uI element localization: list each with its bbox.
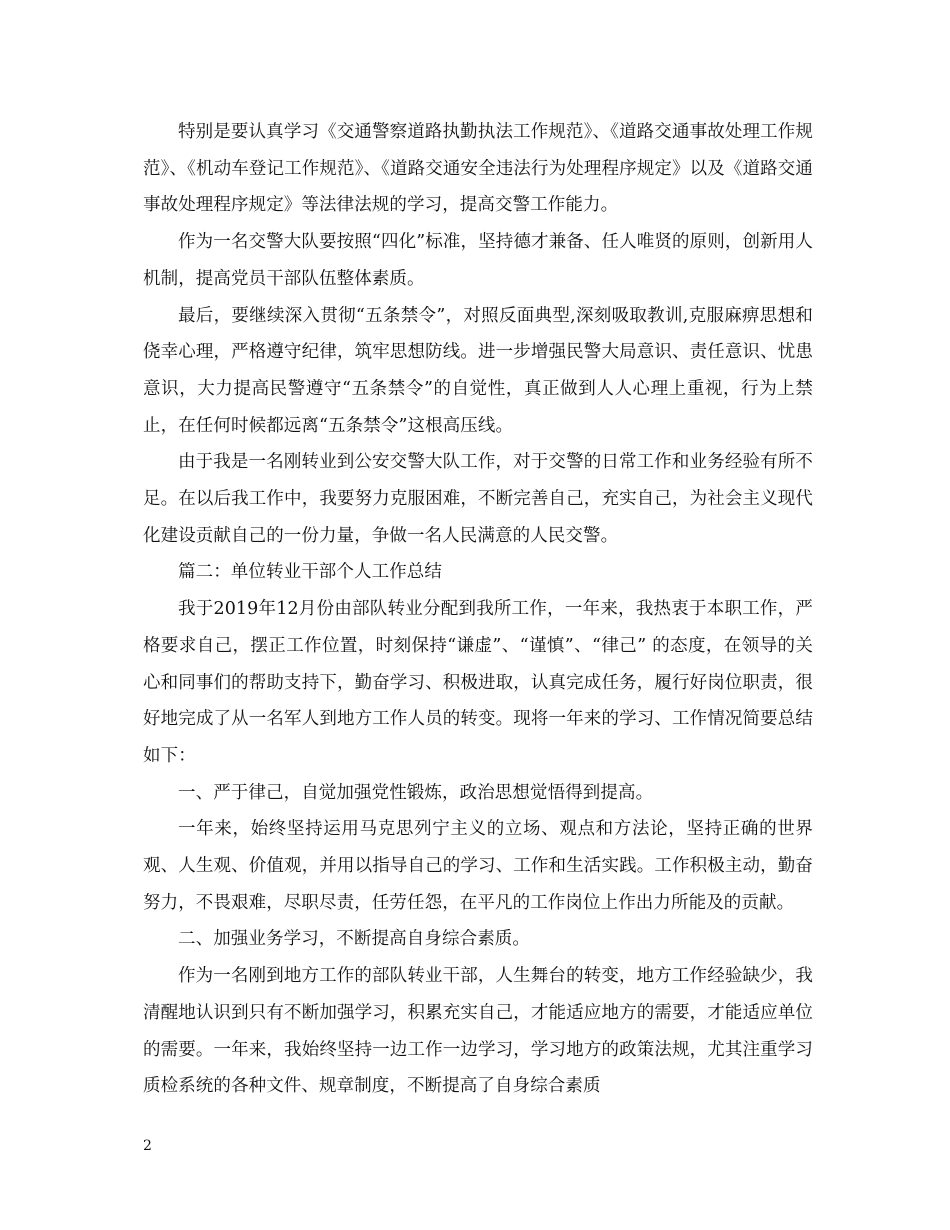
document-body bbox=[143, 114, 813, 1105]
paragraph-five-prohibitions: 最后，要继续深入贯彻“五条禁令”，对照反面典型,深刻吸取教训,克服麻痹思想和侥幸心理，严格遵守纪律，筑牢思想防线。进一步增强民警大局意识、责任意识、忧患意识，大力提高民警遵守“五条禁令”的自觉性，真正做到人人心理上重视，行为上禁止，在任何时候都远离“五条禁令”这根高压线。 bbox=[143, 305, 813, 436]
paragraph-continuous-learning: 作为一名刚到地方工作的部队转业干部，人生舞台的转变，地方工作经验缺少，我清醒地认识到只有不断加强学习，积累充实自己，才能适应地方的需要，才能适应单位的需要。一年来，我始终坚持一边工作一边学习，学习地方的政策法规，尤其注重学习质检系统的各种文件、规章制度，不断提高了自身综合素质 bbox=[143, 966, 813, 1097]
subheading-self-discipline: 一、严于律己，自觉加强党性锻炼，政治思想觉悟得到提高。 bbox=[178, 782, 654, 803]
paragraph-traffic-police-conclusion: 由于我是一名刚转业到公安交警大队工作，对于交警的日常工作和业务经验有所不足。在以后我工作中，我要努力克服困难，不断完善自己，充实自己，为社会主义现代化建设贡献自己的一份力量，争做一名人民满意的人民交警。 bbox=[143, 452, 813, 546]
paragraph-transfer-introduction: 我于2019年12月份由部队转业分配到我所工作，一年来，我热衷于本职工作，严格要求自己，摆正工作位置，时刻保持“谦虚”、“谨慎”、“律己” 的态度，在领导的关心和同事们的帮助支持下，勤奋学习、积极进取，认真完成任务，履行好岗位职责，很好地完成了从一名军人到地方工作人员的转变。现将一年来的学习、工作情况简要总结如下： bbox=[143, 599, 813, 766]
page-number: 2 bbox=[143, 1138, 152, 1154]
paragraph-political-thought: 一年来，始终坚持运用马克思列宁主义的立场、观点和方法论，坚持正确的世界观、人生观、价值观，并用以指导自己的学习、工作和生活实践。工作积极主动，勤奋努力，不畏艰难，尽职尽责，任劳任怨，在平凡的工作岗位上作出力所能及的贡献。 bbox=[143, 819, 813, 913]
paragraph-four-standards: 作为一名交警大队要按照“四化”标准，坚持德才兼备、任人唯贤的原则，创新用人机制，提高党员干部队伍整体素质。 bbox=[143, 232, 813, 289]
paragraph-study-regulations: 特别是要认真学习《交通警察道路执勤执法工作规范》、《道路交通事故处理工作规范》、《机动车登记工作规范》、《道路交通安全违法行为处理程序规定》以及《道路交通事故处理程序规定》等法律法规的学习，提高交警工作能力。 bbox=[143, 122, 813, 216]
subheading-business-study: 二、加强业务学习，不断提高自身综合素质。 bbox=[178, 929, 530, 950]
section-heading-part-two: 篇二：单位转业干部个人工作总结 bbox=[178, 562, 442, 583]
